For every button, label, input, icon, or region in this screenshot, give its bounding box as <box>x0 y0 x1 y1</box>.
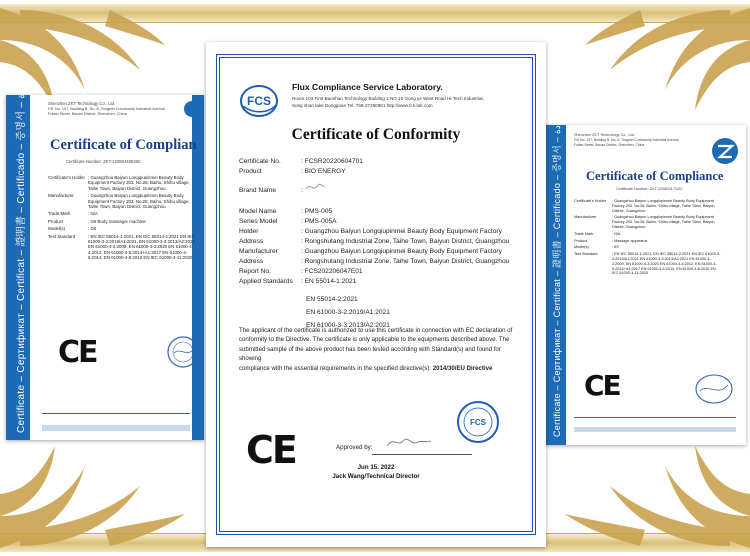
bottom-left-ornament <box>0 426 190 556</box>
main-field-label: Certificate No. <box>239 158 281 165</box>
bottom-right-ornament <box>560 426 750 556</box>
left-company-address-1: F/E No. 197, Building B, No. 8, Tongwei Community Industrial Avenue, <box>48 107 167 111</box>
main-field-label: Product <box>239 168 262 175</box>
right-zkt-logo <box>711 137 739 165</box>
right-company: Shenzhen ZKT Technology Co., Ltd. <box>574 133 635 137</box>
right-stamp <box>694 373 734 405</box>
right-company-address-1: F/E No. 197, Building B, No. 8, Tongwei Community Industrial Avenue, <box>574 138 680 142</box>
applied-standard: EN 55014-2:2021 <box>306 296 358 303</box>
right-cert-number: Certificate Number: ZKT-220803171I2C <box>616 187 683 191</box>
main-certificate <box>206 42 546 547</box>
right-ce-mark: CE <box>584 369 620 402</box>
conformity-statement <box>239 326 515 373</box>
issue-date: Jun 15. 2022 <box>357 464 395 471</box>
statement-line-2: conformity to the Directive. The certificate is only applicable to the equipments described above. The <box>239 336 510 344</box>
top-right-ornament <box>580 0 750 120</box>
left-field-label: Product <box>48 218 64 224</box>
applied-standard: EN 61000-3-2:2019/A1:2021 <box>306 309 390 316</box>
fcs-logo <box>239 84 279 118</box>
lab-name: Flux Compliance Service Laboratory. <box>292 82 443 92</box>
main-field-value: : Guangzhou Baiyun Longqiupinmei Beauty Body Equipment Factory <box>301 248 502 255</box>
signature-line <box>372 454 472 455</box>
right-field-value: : 6S <box>612 245 619 250</box>
right-field-label: Certificate's Holder <box>574 199 606 203</box>
right-field-label: Trade Mark <box>574 231 594 236</box>
right-footer-bar <box>574 427 736 432</box>
left-field-value: : N/A <box>88 211 98 217</box>
left-field-value: : G5 Body massager machine <box>88 218 146 224</box>
left-company-address-2: Futian Street, Baoan District, Shenzhen, China <box>48 112 127 116</box>
brand-name-scribble <box>304 180 326 194</box>
main-ce-mark: CE <box>246 428 296 472</box>
statement-line-4-text: compliance with the essential requirements in the specified directive(s): <box>239 364 433 372</box>
main-field-label: Holder <box>239 228 259 235</box>
main-field-value: : FCS202206047E01 <box>301 268 363 275</box>
approved-by-label: Approved by: <box>336 444 373 451</box>
left-footer-line <box>42 413 190 414</box>
main-field-label: Address <box>239 238 264 245</box>
left-field-label: Model(s) <box>48 226 66 232</box>
svg-text:FCS: FCS <box>470 418 486 427</box>
main-field-label: Brand Name <box>239 187 277 194</box>
main-field-value: : PMS-005A <box>301 218 337 225</box>
right-field-label: Test Standard <box>574 252 598 257</box>
left-field-label: Trade Mark <box>48 211 71 217</box>
right-field-value: : Massage apparatus <box>612 238 648 243</box>
left-side-strip <box>6 72 30 440</box>
main-field-value: : FCSR20220604701 <box>301 158 363 165</box>
left-certificate <box>6 72 204 440</box>
left-field-value: : G5 <box>88 226 97 232</box>
right-field-label: Product <box>574 238 588 243</box>
left-field-value: : EN IEC 55014-1:2021, EN IEC 55014-2:2021 EN IEC 61000-3-2:2019/A1:2021, EN 61000-3-3:2013/A2:2021 EN 61000-4-2:2009, EN 61000-4-3:2020 EN 61000-4-4:2012, EN 61000-4-5:2014+A1:2017 EN 61000-4-6:2014, EN 61000-4-8:2010 EN IEC 61000-4-11:2020 <box>88 233 195 261</box>
left-field-value: : Guangzhou Baiyun Longqiupinmei Beauty Body Equipment Factory 203, No.28, Baihu, Shihu village, Taihe Town, Baiyun District, Guangzhou <box>88 175 190 191</box>
main-field-value: : Rongshutang Industrial Zone, Taihe Town, Baiyun District, Guangzhou <box>301 238 510 245</box>
signatory: Jack Wang/Technical Director <box>332 473 420 480</box>
right-certificate <box>544 110 746 445</box>
main-field-label: Series Model <box>239 218 278 225</box>
main-field-label: Manufacturer <box>239 248 278 255</box>
left-field-label: Test Standard <box>48 233 76 239</box>
right-side-strip <box>544 110 566 445</box>
lab-address-1: Room 103 First Baoshao Technology Building 1 NO.15 Gong ye West Road Hi-Tech Industrial, <box>292 96 484 101</box>
lab-address-2: Song shan lake Dongguan Tel: 769-27280901 http://www.fcs-lab.com <box>292 103 433 108</box>
right-title: Certificate of Compliance <box>586 169 724 183</box>
left-zkt-logo <box>184 101 200 117</box>
fcs-seal <box>456 400 500 444</box>
left-company: Shenzhen ZKT Technology Co., Ltd. <box>48 101 116 106</box>
left-side-text: Certificate – Сертификат – Certificat – 證明書 – Certificado – 증명서 – شهادة <box>16 72 27 433</box>
main-field-value: : PMS-005 <box>301 208 333 215</box>
main-field-value: : BIO ENERGY <box>301 168 346 175</box>
left-stamp <box>166 335 200 369</box>
applied-standard: EN 61000-3-3:2013/A2:2021 <box>306 322 390 329</box>
left-field-value: : Guangzhou Baiyun Longqiupinmei Beauty Body Equipment Factory 203, No.28, Baihu, Shihu village, Taihe Town, Baiyun District, Guangzhou <box>88 193 190 209</box>
right-field-value: : Guangzhou Baiyun Longqiupinmei Beauty Body Equipment Factory 203, No.28, Baihu, Shihu village, Taihe Town, Baiyun District, Guangzhou <box>612 199 715 213</box>
signature <box>384 434 434 450</box>
right-field-value: : Guangzhou Baiyun Longqiupinmei Beauty Body Equipment Factory 203, No.28, Baihu, Shihu village, Taihe Town, Baiyun District, Guangzhou <box>612 215 715 229</box>
main-field-value: : EN 55014-1:2021 <box>301 278 357 285</box>
statement-line-3: submitted sample of the above product has been tested according with Standard(s) and found for showing <box>239 345 501 363</box>
directive-label: 2014/30/EU Directive <box>432 364 493 372</box>
left-ce-mark: CE <box>58 335 97 370</box>
main-field-label: Applied Standards <box>239 278 293 285</box>
main-field-value: : Guangzhou Baiyun Longqiupinmei Beauty Body Equipment Factory <box>301 228 502 235</box>
right-field-value: : N/A <box>612 231 621 236</box>
left-title: Certificate of Complian <box>50 137 197 153</box>
left-field-label: Certificate's Holder <box>48 175 85 180</box>
right-company-address-2: Futian Street, Baoan District, Shenzhen, China <box>574 143 645 147</box>
main-field-value: : <box>301 187 303 194</box>
right-footer-line <box>574 417 736 418</box>
right-field-value: : EN IEC 55014-1:2021, EN IEC 55014-2:2021 EN IEC 61000-3-2:2019/A1:2021 EN 61000-3-3:2013/A2:2021 EN 61000-4-2:2009, EN 61000-4-3:2020 EN 61000-4-4:2012, EN 61000-4-5:2014+A1:2017 EN 61000-4-6:2014, EN 61000-4-8:2010 EN IEC 61000-4-11:2020 <box>612 252 721 276</box>
certificate-title: Certificate of Conformity <box>291 126 461 143</box>
main-field-label: Address <box>239 258 264 265</box>
right-field-label: Model(s) <box>574 245 589 250</box>
statement-line-1: The applicant of the certificate is authorized to use this certificate in connection with EC declaration of <box>239 327 513 334</box>
svg-text:FCS: FCS <box>247 94 271 108</box>
main-field-label: Report No. <box>239 268 271 275</box>
right-field-label: Manufacturer <box>574 215 597 220</box>
left-cert-number: Certificate Number: ZKT-22080448536C <box>66 159 141 164</box>
main-field-value: : Rongshutang Industrial Zone, Taihe Town, Baiyun District, Guangzhou <box>301 258 510 265</box>
statement-line-4 <box>239 364 515 373</box>
left-field-label: Manufacturer <box>48 193 74 199</box>
right-side-text: Certificate – Сертификат – Certificat – 證明書 – Certificado – 증명서 – شهادة <box>552 110 562 437</box>
left-footer-bar <box>42 425 190 431</box>
main-field-label: Model Name <box>239 208 277 215</box>
